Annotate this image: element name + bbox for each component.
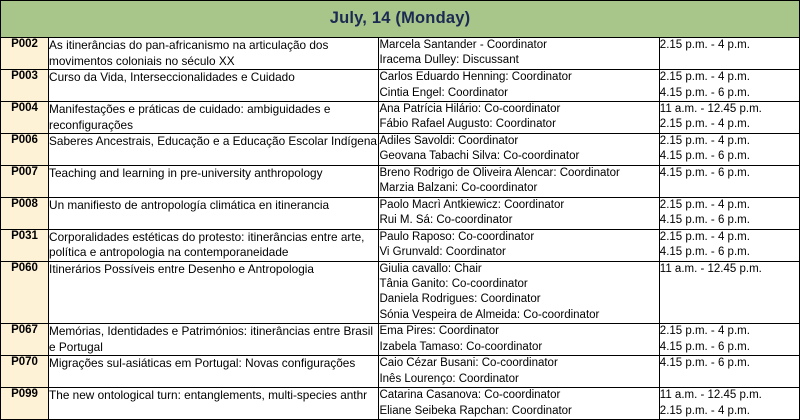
page-title: July, 14 (Monday): [1, 1, 800, 38]
panel-time: [659, 197, 799, 229]
time-slot: 4.15 p.m. - 6 p.m.: [659, 166, 750, 179]
person-role: Geovana Tabachi Silva: Co-coordinator: [379, 150, 580, 163]
person-role: Giulia cavallo: Chair: [379, 262, 482, 275]
person-role: Marzia Balzani: Co-coordinator: [379, 182, 538, 195]
panel-code: P004: [1, 101, 49, 133]
panel-title: Un manifiesto de antropología climática en itinerancia: [49, 197, 379, 229]
panel-time: [659, 70, 799, 102]
table-row: [1, 324, 800, 356]
person-role: Daniela Rodrigues: Coordinator: [379, 293, 541, 306]
person-role: Adiles Savoldi: Coordinator: [379, 135, 519, 148]
panel-code: P060: [1, 261, 49, 324]
table-row: [1, 134, 800, 166]
table-row: [1, 70, 800, 102]
table-row: [1, 38, 800, 70]
time-slot: 2.15 p.m. - 4 p.m.: [659, 325, 750, 338]
person-role: Marcela Santander - Coordinator: [379, 39, 547, 51]
table-row: [1, 388, 800, 420]
time-slot: 2.15 p.m. - 4 p.m.: [659, 198, 750, 211]
time-slot: 11 a.m. - 12.45 p.m.: [659, 102, 762, 115]
person-role: Vi Grunvald: Coordinator: [379, 245, 506, 258]
panel-code: P003: [1, 70, 49, 102]
panel-people: [379, 197, 659, 229]
time-slot: 2.15 p.m. - 4 p.m.: [659, 39, 750, 51]
panel-code: P006: [1, 134, 49, 166]
table-row: [1, 229, 800, 261]
time-slot: 2.15 p.m. - 4 p.m.: [659, 118, 750, 131]
panel-time: [659, 38, 799, 70]
person-role: Iracema Dulley: Discussant: [379, 54, 519, 67]
panel-time: [659, 356, 799, 388]
schedule-title-row: [1, 1, 800, 38]
panel-people: [379, 261, 659, 324]
panel-title: As itinerâncias do pan-africanismo na articulação dos movimentos coloniais no século XX: [49, 38, 379, 70]
panel-code: P007: [1, 165, 49, 197]
time-slot: 11 a.m. - 12.45 p.m.: [659, 262, 762, 275]
panel-title: Itinerários Possíveis entre Desenho e Antropologia: [49, 261, 379, 324]
panel-title: Memórias, Identidades e Patrimónios: itinerâncias entre Brasil e Portugal: [49, 324, 379, 356]
time-slot: 2.15 p.m. - 4 p.m.: [659, 404, 750, 417]
panel-title: Curso da Vida, Interseccionalidades e Cuidado: [49, 70, 379, 102]
panel-people: [379, 38, 659, 70]
table-row: [1, 356, 800, 388]
panel-title: Teaching and learning in pre-university anthropology: [49, 165, 379, 197]
time-slot: 4.15 p.m. - 6 p.m.: [659, 150, 750, 163]
person-role: Izabela Tamaso: Co-coordinator: [379, 340, 543, 353]
person-role: Inês Lourenço: Coordinator: [379, 372, 519, 385]
time-slot: 4.15 p.m. - 6 p.m.: [659, 214, 750, 227]
panel-people: [379, 101, 659, 133]
person-role: Caio Cézar Busani: Co-coordinator: [379, 357, 558, 370]
panel-time: [659, 134, 799, 166]
panel-people: [379, 134, 659, 166]
panel-people: [379, 356, 659, 388]
time-slot: 4.15 p.m. - 6 p.m.: [659, 357, 750, 370]
person-role: Rui M. Sá: Co-coordinator: [379, 214, 513, 227]
panel-code: P031: [1, 229, 49, 261]
time-slot: 2.15 p.m. - 4 p.m.: [659, 135, 750, 148]
panel-time: [659, 261, 799, 324]
person-role: Ana Patrícia Hilário: Co-coordinator: [379, 102, 561, 115]
person-role: Cintia Engel: Coordinator: [379, 86, 508, 99]
panel-people: [379, 165, 659, 197]
time-slot: 2.15 p.m. - 4 p.m.: [659, 71, 750, 84]
person-role: Catarina Casanova: Co-coordinator: [379, 389, 561, 402]
person-role: Tânia Ganito: Co-coordinator: [379, 278, 528, 291]
panel-title: Corporalidades estéticas do protesto: itinerâncias entre arte, política e antropologia na contemporaneidade: [49, 229, 379, 261]
panel-time: [659, 165, 799, 197]
person-role: Paulo Raposo: Co-coordinator: [379, 230, 535, 243]
person-role: Eliane Seibeka Rapchan: Coordinator: [379, 404, 572, 417]
time-slot: 4.15 p.m. - 6 p.m.: [659, 245, 750, 258]
table-row: [1, 165, 800, 197]
person-role: Paolo Macrì Antkiewicz: Coordinator: [379, 198, 565, 211]
panel-people: [379, 324, 659, 356]
panel-title: Migrações sul-asiáticas em Portugal: Novas configurações: [49, 356, 379, 388]
panel-time: [659, 229, 799, 261]
panel-code: P099: [1, 388, 49, 420]
person-role: Sónia Vespeira de Almeida: Co-coordinator: [379, 308, 600, 321]
person-role: Carlos Eduardo Henning: Coordinator: [379, 71, 572, 84]
person-role: Fábio Rafael Augusto: Coordinator: [379, 118, 556, 131]
panel-title: The new ontological turn: entanglements, multi-species anthr: [49, 388, 379, 420]
panel-code: P067: [1, 324, 49, 356]
panel-time: [659, 388, 799, 420]
time-slot: 4.15 p.m. - 6 p.m.: [659, 340, 750, 353]
panel-people: [379, 229, 659, 261]
person-role: Ema Pires: Coordinator: [379, 325, 499, 338]
table-row: [1, 261, 800, 324]
panel-people: [379, 388, 659, 420]
table-row: [1, 101, 800, 133]
panel-people: [379, 70, 659, 102]
person-role: Breno Rodrigo de Oliveira Alencar: Coordinator: [379, 166, 620, 179]
panel-title: Manifestações e práticas de cuidado: ambiguidades e reconfigurações: [49, 101, 379, 133]
panel-time: [659, 101, 799, 133]
time-slot: 4.15 p.m. - 6 p.m.: [659, 86, 750, 99]
panel-code: P070: [1, 356, 49, 388]
panel-time: [659, 324, 799, 356]
panel-code: P008: [1, 197, 49, 229]
panel-title: Saberes Ancestrais, Educação e a Educação Escolar Indígena: [49, 134, 379, 166]
time-slot: 11 a.m. - 12.45 p.m.: [659, 389, 762, 402]
panel-code: P002: [1, 38, 49, 70]
time-slot: 2.15 p.m. - 4 p.m.: [659, 230, 750, 243]
table-row: [1, 197, 800, 229]
schedule-body: [1, 38, 800, 420]
